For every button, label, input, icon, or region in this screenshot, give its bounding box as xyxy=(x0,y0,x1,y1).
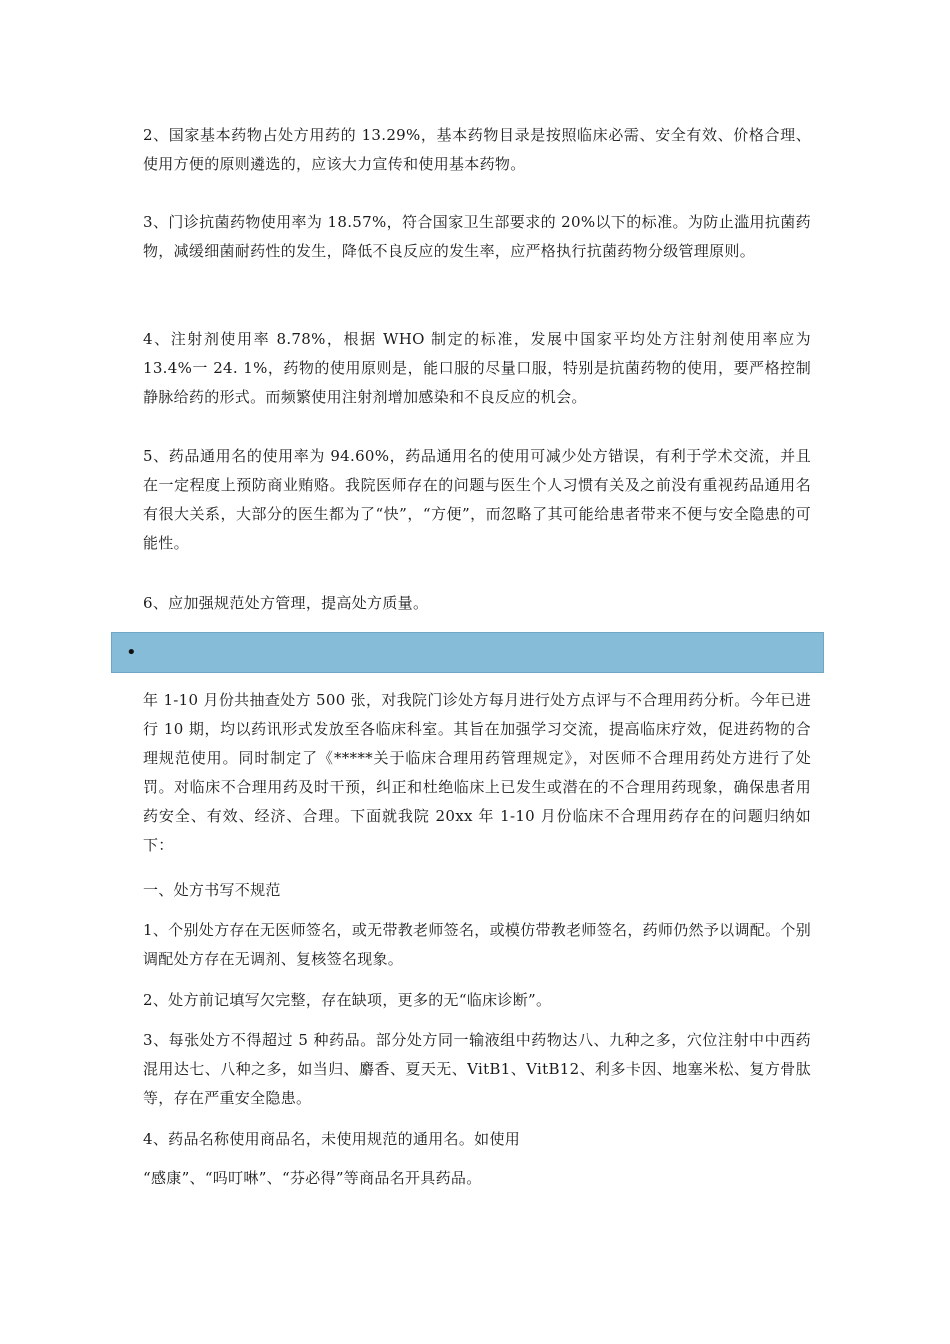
section-heading-prescription-writing: 一、处方书写不规范 xyxy=(143,881,281,899)
list-item-brand-names-continued: “感康”、“吗叮啉”、“芬必得”等商品名开具药品。 xyxy=(143,1169,482,1187)
paragraph-strengthen-management: 6、应加强规范处方管理，提高处方质量。 xyxy=(143,594,429,612)
paragraph-generic-name-rate: 5、药品通用名的使用率为 94.60%，药品通用名的使用可减少处方错误，有利于学术交流，并且在一定程度上预防商业贿赂。我院医师存在的问题与医生个人习惯有关及之前没有重视药品通用名有很大关系，大部分的医生都为了“快”，“方便”，而忽略了其可能给患者带来不便与安全隐患的可能性。 xyxy=(143,447,811,552)
list-item-missing-signature: 1、个别处方存在无医师签名，或无带教老师签名，或模仿带教老师签名，药师仍然予以调配。个别调配处方存在无调剂、复核签名现象。 xyxy=(143,921,811,968)
paragraph-antibacterial-rate: 3、门诊抗菌药物使用率为 18.57%，符合国家卫生部要求的 20%以下的标准。为防止滥用抗菌药物，减缓细菌耐药性的发生，降低不良反应的发生率，应严格执行抗菌药物分级管理原则。 xyxy=(143,213,811,260)
paragraph-essential-drugs: 2、国家基本药物占处方用药的 13.29%，基本药物目录是按照临床必需、安全有效、价格合理、使用方便的原则遴选的，应该大力宣传和使用基本药物。 xyxy=(143,126,811,173)
bullet-icon: • xyxy=(126,642,137,663)
list-item-brand-names: 4、药品名称使用商品名，未使用规范的通用名。如使用 xyxy=(143,1130,521,1148)
paragraph-intro: 年 1-10 月份共抽查处方 500 张，对我院门诊处方每月进行处方点评与不合理用药分析。今年已进行 10 期，均以药讯形式发放至各临床科室。其旨在加强学习交流，提高临床疗效，促进药物的合理规范使用。同时制定了《*****关于临床合理用药管理规定》，对医师不合理用药处方进行了处罚。对临床不合理用药及时干预，纠正和杜绝临床上已发生或潜在的不合理用药现象，确保患者用药安全、有效、经济、合理。下面就我院 20xx 年 1-10 月份临床不合理用药存在的问题归纳如下： xyxy=(143,691,811,854)
list-item-incomplete-header: 2、处方前记填写欠完整，存在缺项，更多的无“临床诊断”。 xyxy=(143,991,552,1009)
paragraph-injection-rate: 4、注射剂使用率 8.78%，根据 WHO 制定的标准，发展中国家平均处方注射剂使用率应为 13.4%一 24. 1%，药物的使用原则是，能口服的尽量口服，特别是抗菌药物的使用，要严格控制静脉给药的形式。而频繁使用注射剂增加感染和不良反应的机会。 xyxy=(143,330,811,406)
list-item-drug-count: 3、每张处方不得超过 5 种药品。部分处方同一输液组中药物达八、九种之多，穴位注射中中西药混用达七、八种之多，如当归、麝香、夏天无、VitB1、VitB12、利多卡因、地塞米松、复方骨肽等，存在严重安全隐患。 xyxy=(143,1031,811,1107)
section-divider-bar xyxy=(111,632,824,673)
